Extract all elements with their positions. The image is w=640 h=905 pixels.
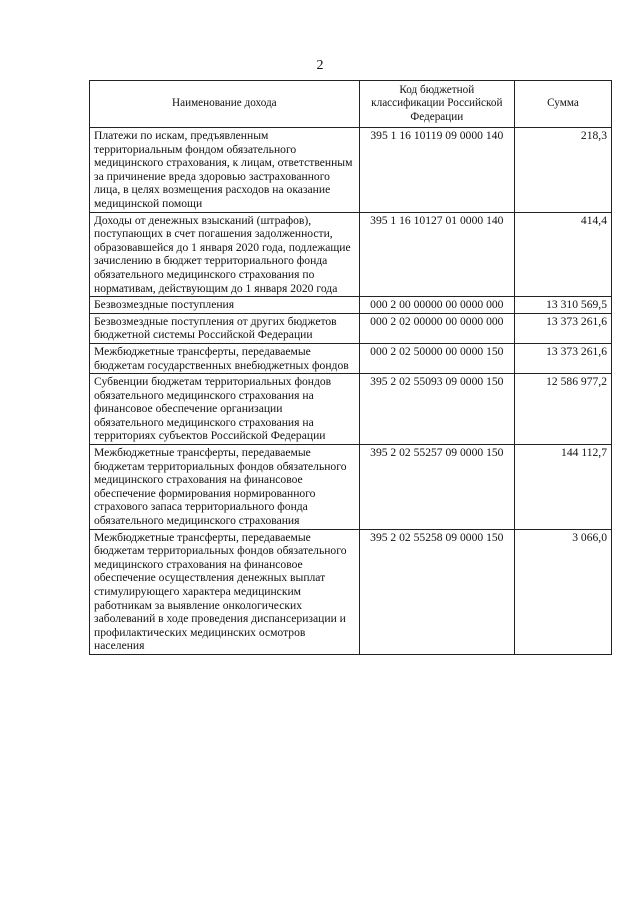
row-sum: 3 066,0 — [514, 529, 611, 654]
table-row — [90, 343, 612, 373]
row-name: Безвозмездные поступления — [90, 297, 360, 314]
table-row — [90, 297, 612, 314]
row-sum: 13 373 261,6 — [514, 313, 611, 343]
income-table — [89, 80, 612, 655]
row-name: Субвенции бюджетам территориальных фондов обязательного медицинского страхования на финансовое обеспечение организации обязательного медицинского страхования на территориях субъектов Российской Федерации — [90, 374, 360, 445]
table-row — [90, 212, 612, 297]
table-row — [90, 529, 612, 654]
row-sum: 144 112,7 — [514, 445, 611, 530]
row-code: 395 1 16 10119 09 0000 140 — [359, 128, 514, 213]
row-sum: 12 586 977,2 — [514, 374, 611, 445]
row-code: 395 2 02 55093 09 0000 150 — [359, 374, 514, 445]
table-row — [90, 445, 612, 530]
header-name: Наименование дохода — [90, 81, 360, 128]
table-header-row — [90, 81, 612, 128]
row-code: 000 2 00 00000 00 0000 000 — [359, 297, 514, 314]
header-code: Код бюджетной классификации Российской Федерации — [359, 81, 514, 128]
row-name: Доходы от денежных взысканий (штрафов), поступающих в счет погашения задолженности, образовавшейся до 1 января 2020 года, подлежащие зачислению в бюджет территориального фонда обязательного медицинского страхования по нормативам, действующим до 1 января 2020 года — [90, 212, 360, 297]
page-number: 2 — [316, 58, 324, 73]
row-code: 395 1 16 10127 01 0000 140 — [359, 212, 514, 297]
row-name: Межбюджетные трансферты, передаваемые бюджетам территориальных фондов обязательного медицинского страхования на финансовое обеспечение осуществления денежных выплат стимулирующего характера медицинским работникам за выявление онкологических заболеваний в ходе проведения диспансеризации и профилактических медицинских осмотров населения — [90, 529, 360, 654]
table-row — [90, 374, 612, 445]
table-row — [90, 128, 612, 213]
row-code: 395 2 02 55258 09 0000 150 — [359, 529, 514, 654]
row-sum: 218,3 — [514, 128, 611, 213]
row-sum: 13 373 261,6 — [514, 343, 611, 373]
row-code: 395 2 02 55257 09 0000 150 — [359, 445, 514, 530]
row-name: Платежи по искам, предъявленным территориальным фондом обязательного медицинского страхования, к лицам, ответственным за причинение вреда здоровью застрахованного лица, в целях возмещения расходов на оказание медицинской помощи — [90, 128, 360, 213]
row-code: 000 2 02 50000 00 0000 150 — [359, 343, 514, 373]
row-sum: 414,4 — [514, 212, 611, 297]
row-name: Межбюджетные трансферты, передаваемые бюджетам территориальных фондов обязательного медицинского страхования на финансовое обеспечение формирования нормированного страхового запаса территориального фонда обязательного медицинского страхования — [90, 445, 360, 530]
row-name: Межбюджетные трансферты, передаваемые бюджетам государственных внебюджетных фондов — [90, 343, 360, 373]
row-code: 000 2 02 00000 00 0000 000 — [359, 313, 514, 343]
row-sum: 13 310 569,5 — [514, 297, 611, 314]
table-row — [90, 313, 612, 343]
header-sum: Сумма — [514, 81, 611, 128]
row-name: Безвозмездные поступления от других бюджетов бюджетной системы Российской Федерации — [90, 313, 360, 343]
